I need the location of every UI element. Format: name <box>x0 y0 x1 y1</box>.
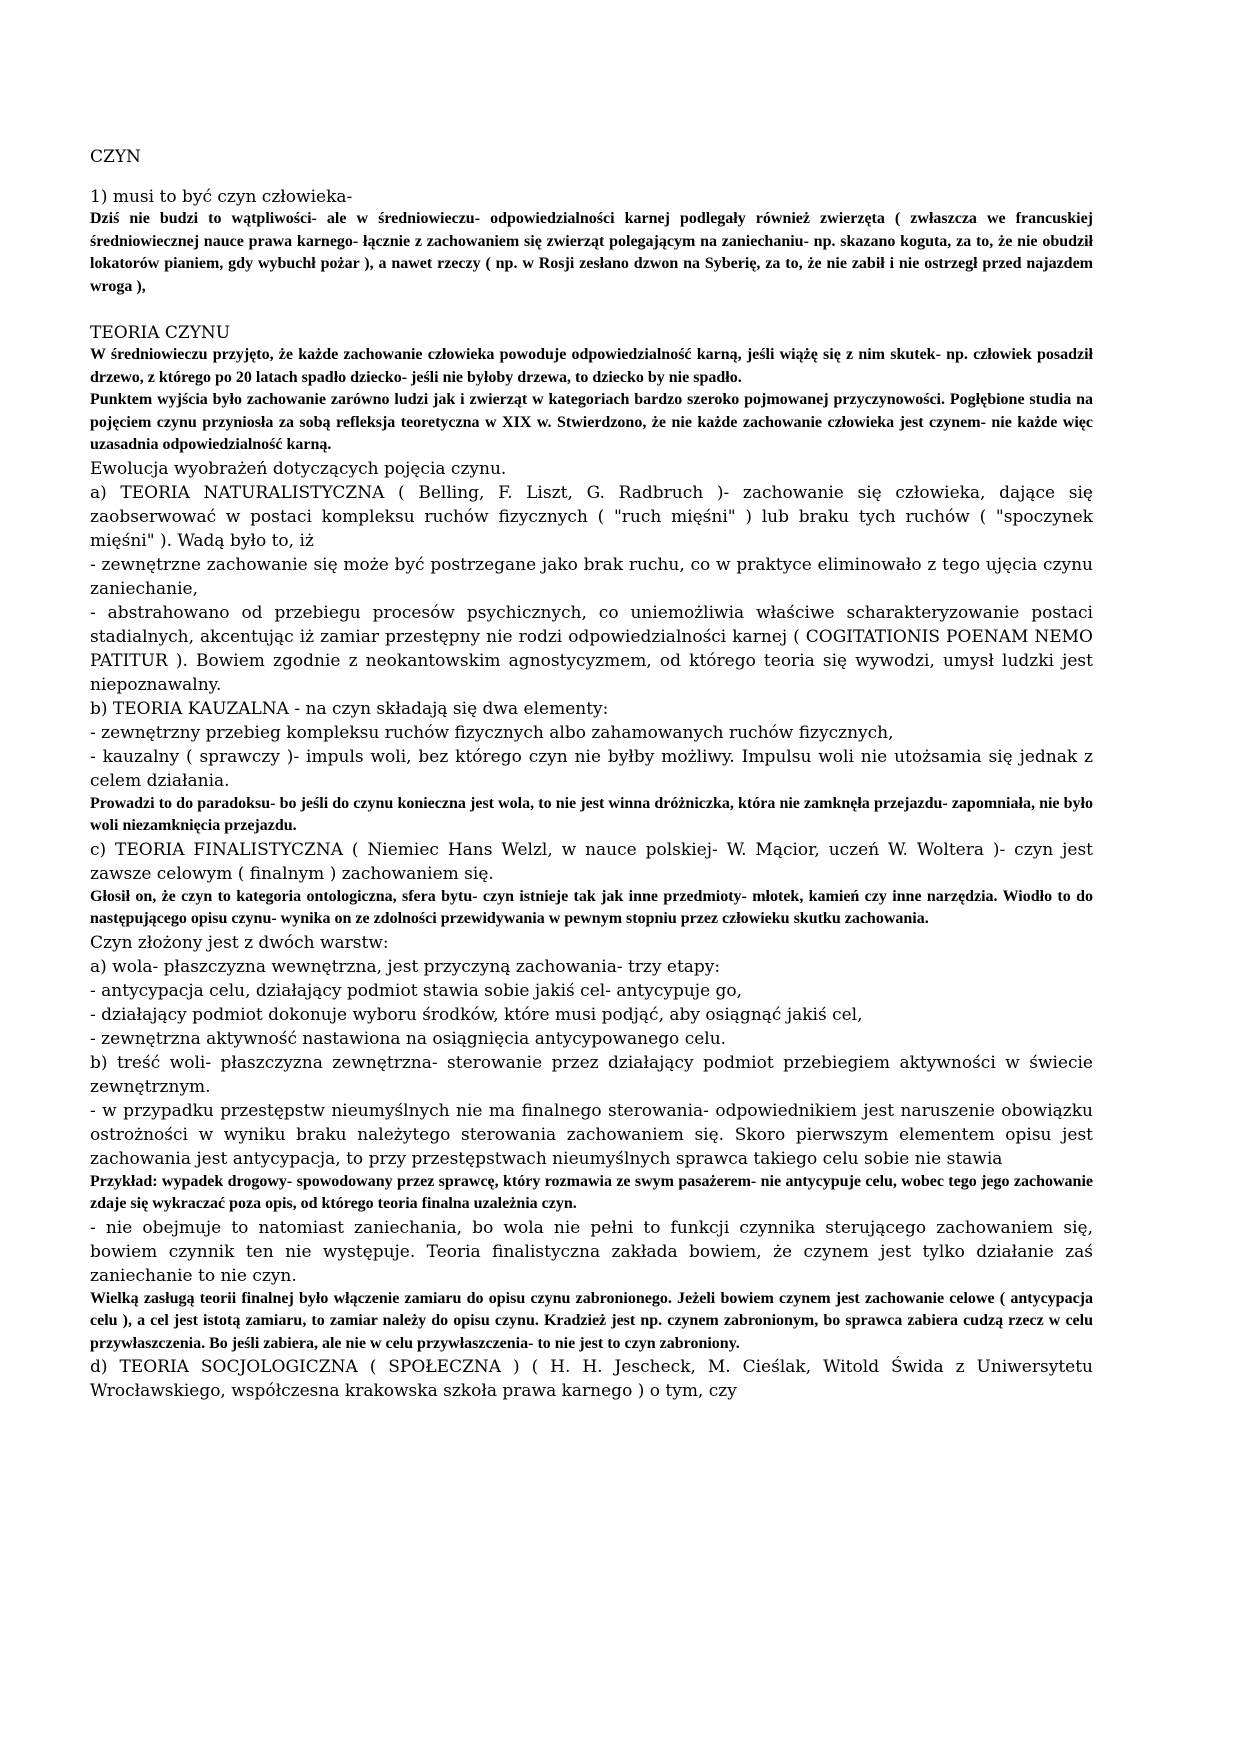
list-item: - zewnętrzny przebieg kompleksu ruchów fizycznych albo zahamowanych ruchów fizycznych, <box>90 722 894 743</box>
list-item: - antycypacja celu, działający podmiot stawia sobie jakiś cel- antycypuje go, <box>90 980 743 1001</box>
paragraph: Prowadzi to do paradoksu- bo jeśli do czynu konieczna jest wola, to nie jest winna dróżniczka, która nie zamknęła przejazdu- zapomniała, nie było woli niezamknięcia przejazdu. <box>90 794 1093 834</box>
section-heading: TEORIA CZYNU <box>90 323 231 343</box>
list-item: - zewnętrzne zachowanie się może być postrzegane jako brak ruchu, co w praktyce eliminowało z tego ujęcia czynu zaniechanie, <box>90 554 1093 599</box>
list-item: - abstrahowano od przebiegu procesów psychicznych, co uniemożliwia właściwe scharakteryzowanie postaci stadialnych, akcentując iż zamiar przestępny nie rodzi odpowiedzialności karnej ( COGITATIONIS POENAM NEMO PATITUR ). Bowiem zgodnie z neokantowskim agnostycyzmem, od którego teoria się wywodzi, umysł ludzki jest niepoznawalny. <box>90 602 1093 695</box>
paragraph: Głosił on, że czyn to kategoria ontologiczna, sfera bytu- czyn istnieje tak jak inne przedmioty- młotek, kamień czy inne narzędzia. Wiodło to do następującego opisu czynu- wynika on ze zdolności przewidywania w pewnym stopniu przez człowieku skutku zachowania. <box>90 887 1093 927</box>
theory-heading-finalist: c) TEORIA FINALISTYCZNA ( Niemiec Hans Welzl, w nauce polskiej- W. Mącior, uczeń W. Woltera )- czyn jest zawsze celowym ( finalnym ) zachowaniem się. <box>90 839 1093 884</box>
list-item: b) treść woli- płaszczyzna zewnętrzna- sterowanie przez działający podmiot przebiegiem aktywności w świecie zewnętrznym. <box>90 1052 1093 1097</box>
list-item: - nie obejmuje to natomiast zaniechania, bo wola nie pełni to funkcji czynnika sterującego zachowaniem się, bowiem czynnik ten nie występuje. Teoria finalistyczna zakłada bowiem, że czynem jest tylko działanie zaś zaniechanie to nie czyn. <box>90 1217 1093 1286</box>
list-item: - działający podmiot dokonuje wyboru środków, które musi podjąć, aby osiągnąć jakiś cel, <box>90 1004 863 1025</box>
theory-heading-sociological: d) TEORIA SOCJOLOGICZNA ( SPOŁECZNA ) ( H. H. Jescheck, M. Cieślak, Witold Świda z Uniwersytetu Wrocławskiego, współczesna krakowska szkoła prawa karnego ) o tym, czy <box>90 1357 1093 1401</box>
paragraph: Czyn złożony jest z dwóch warstw: <box>90 932 389 953</box>
section-heading: 1) musi to być czyn człowieka- <box>90 187 353 207</box>
theory-heading-naturalistic: a) TEORIA NATURALISTYCZNA ( Belling, F. Liszt, G. Radbruch )- zachowanie się człowieka, dające się zaobserwować w postaci kompleksu ruchów fizycznych ( "ruch mięśni" ) lub braku tych ruchów ( "spoczynek mięśni" ). Wadą było to, iż <box>90 482 1093 551</box>
paragraph: Dziś nie budzi to wątpliwości- ale w średniowieczu- odpowiedzialności karnej podlegały również zwierzęta ( zwłaszcza we francuskiej średniowiecznej nauce prawa karnego- łącznie z zachowaniem się zwierząt polegającym na zaniechaniu- np. skazano koguta, za to, że nie obudził lokatorów pianiem, gdy wybuchł pożar ), a nawet rzeczy ( np. w Rosji zesłano dzwon na Syberię, za to, że nie zabił i nie ostrzegł przed najazdem wroga ), <box>90 210 1093 295</box>
document-title: CZYN <box>90 147 141 167</box>
document-content <box>90 146 1093 1403</box>
list-item: - w przypadku przestępstw nieumyślnych nie ma finalnego sterowania- odpowiednikiem jest naruszenie obowiązku ostrożności w wyniku braku należytego sterowania zachowaniem się. Skoro pierwszym elementem opisu jest zachowania jest antycypacja, to przy przestępstwach nieumyślnych sprawca takiego celu sobie nie stawia <box>90 1100 1093 1169</box>
theory-heading-causal: b) TEORIA KAUZALNA - na czyn składają się dwa elementy: <box>90 698 609 719</box>
paragraph: Punktem wyjścia było zachowanie zarówno ludzi jak i zwierząt w kategoriach bardzo szeroko pojmowanej przyczynowości. Pogłębione studia na pojęciem czynu przyniosła za sobą refleksja teoretyczna w XIX w. Stwierdzono, że nie każde zachowanie człowieka jest czynem- nie każde więc uzasadnia odpowiedzialność karną. <box>90 391 1093 453</box>
paragraph: Ewolucja wyobrażeń dotyczących pojęcia czynu. <box>90 458 507 479</box>
paragraph: Wielką zasługą teorii finalnej było włączenie zamiaru do opisu czynu zabronionego. Jeżeli bowiem czynem jest zachowanie celowe ( antycypacja celu ), a cel jest istotą zamiaru, to zamiar należy do opisu czynu. Kradzież jest np. czynem zabronionym, bo sprawca zabiera cudzą rzecz w celu przywłaszczenia. Bo jeśli zabiera, ale nie w celu przywłaszczenia- to nie jest to czyn zabroniony. <box>90 1289 1093 1352</box>
list-item: - zewnętrzna aktywność nastawiona na osiągnięcia antycypowanego celu. <box>90 1028 727 1049</box>
list-item: a) wola- płaszczyzna wewnętrzna, jest przyczyną zachowania- trzy etapy: <box>90 956 721 977</box>
spacer <box>90 298 1093 322</box>
list-item: - kauzalny ( sprawczy )- impuls woli, bez którego czyn nie byłby możliwy. Impulsu woli nie utożsamia się jednak z celem działania. <box>90 746 1093 791</box>
paragraph: W średniowieczu przyjęto, że każde zachowanie człowieka powoduje odpowiedzialność karną, jeśli wiążę się z nim skutek- np. człowiek posadził drzewo, z którego po 20 latach spadło dziecko- jeśli nie byłoby drzewa, to dziecko by nie spadło. <box>90 346 1093 386</box>
paragraph: Przykład: wypadek drogowy- spowodowany przez sprawcę, który rozmawia ze swym pasażerem- nie antycypuje celu, wobec tego jego zachowanie zdaje się wykraczać poza opis, od którego teoria finalna uzależnia czyn. <box>90 1172 1093 1212</box>
